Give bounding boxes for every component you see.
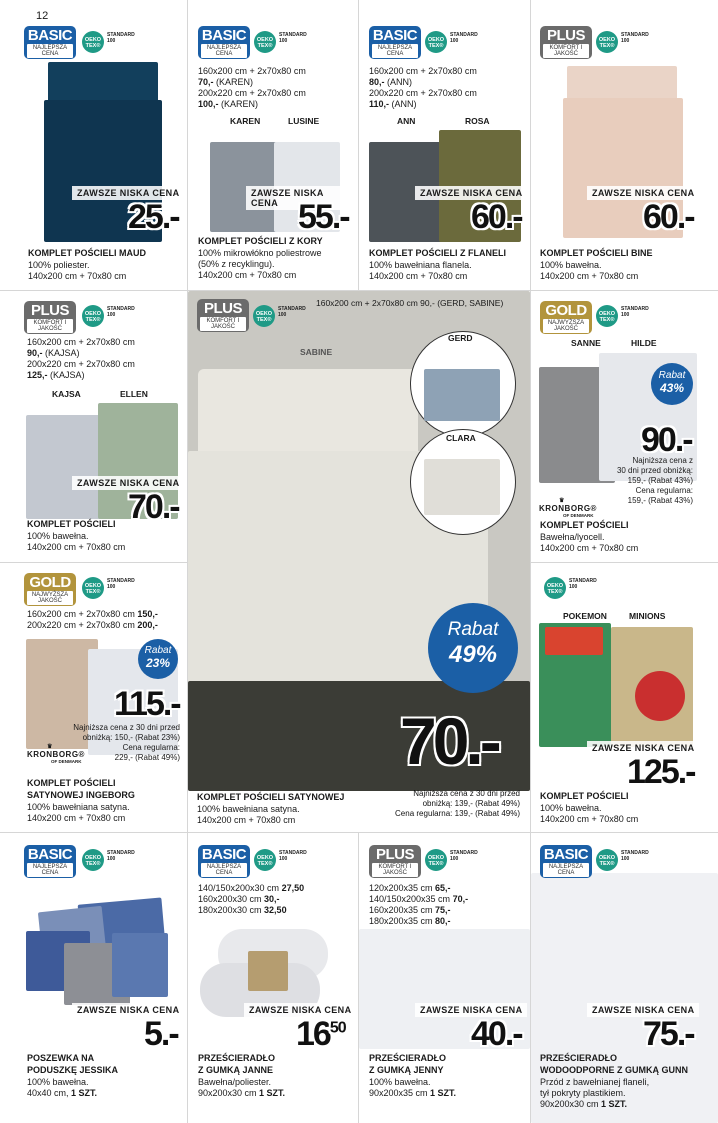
oeko-tex-icon: OEKO TEX®	[82, 577, 104, 599]
package-label-image	[248, 951, 288, 991]
pillow-image	[198, 369, 418, 459]
price: 40.-	[471, 1015, 522, 1053]
always-low-price-label: ZAWSZE NISKA CENA	[72, 186, 184, 200]
variant-label: ROSA	[465, 116, 490, 126]
product-size: 140x200 cm + 70x80 cm	[197, 815, 296, 825]
standard-100-label: STANDARD 100	[450, 850, 478, 862]
product-size: 140x200 cm + 70x80 cm	[540, 543, 639, 553]
oeko-tex-icon: OEKO TEX®	[425, 849, 447, 871]
product-title: PRZEŚCIERADŁO	[369, 1053, 447, 1063]
product-size: 90x200x30 cm 1 SZT.	[198, 1088, 286, 1098]
price: 75.-	[643, 1015, 694, 1053]
price: 90.-	[641, 421, 692, 459]
product-jessika[interactable]	[0, 833, 187, 1123]
plus-badge: PLUS KOMFORT I JAKOŚĆ	[540, 26, 592, 59]
target-graphic	[635, 671, 685, 721]
product-title: KOMPLET POŚCIELI	[540, 520, 629, 530]
oeko-tex-icon: OEKO TEX®	[544, 577, 566, 599]
basic-badge: BASIC NAJLEPSZA CENA	[24, 845, 76, 878]
size-price-note: 160x200 cm + 2x70x80 cm 90,- (GERD, SABINE)	[316, 298, 504, 308]
variant-label: KAREN	[230, 116, 261, 126]
standard-100-label: STANDARD 100	[107, 32, 135, 44]
oeko-tex-icon: OEKO TEX®	[82, 849, 104, 871]
product-title: KOMPLET POŚCIELI	[27, 519, 116, 529]
product-title: KOMPLET POŚCIELI	[27, 778, 116, 788]
product-gunn[interactable]	[531, 833, 718, 1123]
price: 60.-	[471, 198, 522, 236]
basic-badge: BASIC NAJLEPSZA CENA	[24, 26, 76, 59]
product-desc: 100% bawełniana flanela.	[369, 260, 472, 270]
price: 70.-	[400, 704, 498, 778]
product-title: KOMPLET POŚCIELI Z KORY	[198, 236, 323, 246]
product-desc: 100% mikrowłókno poliestrowe	[198, 248, 322, 258]
size-price-list: 120x200x35 cm 65,- 140/150x200x35 cm 70,- 160x200x35 cm 75,- 180x200x35 cm 80,-	[369, 883, 469, 926]
product-title: KOMPLET POŚCIELI MAUD	[28, 248, 147, 258]
product-title: KOMPLET POŚCIELI Z FLANELI	[369, 248, 506, 258]
price: $16^{50}$	[296, 1015, 346, 1053]
product-size: 140x200 cm + 70x80 cm	[28, 271, 127, 281]
kronborg-logo: ♛ KRONBORG® OF DENMARK	[539, 498, 597, 518]
product-title: Z GUMKĄ JANNE	[198, 1065, 274, 1075]
product-size: 40x40 cm, 1 SZT.	[27, 1088, 98, 1098]
cushion-image	[112, 933, 168, 997]
price: 55.-	[298, 198, 349, 236]
product-size: 90x200x35 cm 1 SZT.	[369, 1088, 457, 1098]
price-history: Najniższa cena z 30 dni przed obniżką: 159,- (Rabat 43%) Cena regularna: 159,- (Rabat 43%)	[616, 456, 693, 505]
discount-badge: Rabat 43%	[651, 363, 693, 405]
variant-label: ELLEN	[120, 389, 148, 399]
standard-100-label: STANDARD 100	[569, 578, 597, 590]
variant-label: POKEMON	[563, 611, 607, 621]
product-size: 140x200 cm + 70x80 cm	[540, 271, 639, 281]
product-size: 90x200x30 cm 1 SZT.	[540, 1099, 628, 1109]
product-kory[interactable]	[188, 0, 358, 290]
variant-label: ANN	[397, 116, 416, 126]
variant-label: MINIONS	[629, 611, 666, 621]
product-maud[interactable]	[0, 0, 187, 290]
oeko-tex-icon: OEKO TEX®	[254, 31, 276, 53]
variant-label: HILDE	[631, 338, 657, 348]
standard-100-label: STANDARD 100	[279, 850, 307, 862]
basic-badge: BASIC NAJLEPSZA CENA	[540, 845, 592, 878]
product-title: PRZEŚCIERADŁO	[540, 1053, 618, 1063]
always-low-price-label: ZAWSZE NISKA CENA	[72, 476, 184, 490]
product-desc: tył pokryty plastikiem.	[540, 1088, 626, 1098]
price-history: Najniższa cena z 30 dni przed obniżką: 139,- (Rabat 49%) Cena regularna: 139,- (Rabat 49%)	[395, 789, 520, 818]
price: 115.-	[114, 685, 180, 723]
product-desc: 100% poliester.	[28, 260, 90, 270]
always-low-price-label: ZAWSZE NISKA CENA	[246, 186, 358, 210]
product-jenny[interactable]	[359, 833, 530, 1123]
product-desc: (50% z recyklingu).	[198, 259, 275, 269]
gold-badge: GOLD NAJWYŻSZA JAKOŚĆ	[24, 573, 76, 606]
product-size: 140x200 cm + 70x80 cm	[27, 542, 126, 552]
product-size: 140x200 cm + 70x80 cm	[369, 271, 468, 281]
product-desc: 100% bawełna.	[27, 1077, 89, 1087]
product-desc: Przód z bawełnianej flaneli,	[540, 1077, 650, 1087]
size-price-list: 160x200 cm + 2x70x80 cm 70,- (KAREN) 200x220 cm + 2x70x80 cm 100,- (KAREN)	[198, 66, 306, 109]
product-title: KOMPLET POŚCIELI	[540, 791, 629, 801]
product-title: SATYNOWEJ INGEBORG	[27, 790, 135, 800]
discount-badge: Rabat 49%	[428, 603, 518, 693]
variant-label: LUSINE	[288, 116, 320, 126]
bedding-image-gerd	[424, 369, 500, 421]
size-price-list: 160x200 cm + 2x70x80 cm 80,- (ANN) 200x220 cm + 2x70x80 cm 110,- (ANN)	[369, 66, 477, 109]
product-title: PRZEŚCIERADŁO	[198, 1053, 276, 1063]
product-title: POSZEWKA NA	[27, 1053, 95, 1063]
product-sanne-hilde[interactable]	[531, 291, 718, 562]
standard-100-label: STANDARD 100	[450, 32, 478, 44]
always-low-price-label: ZAWSZE NISKA CENA	[415, 1003, 527, 1017]
variant-label: SABINE	[300, 347, 333, 357]
kronborg-logo: ♛ KRONBORG® OF DENMARK	[27, 744, 85, 764]
bedding-image-kajsa	[26, 415, 102, 519]
product-title: WODOODPORNE Z GUMKĄ GUNN	[540, 1065, 688, 1075]
size-price-list: 140/150x200x30 cm 27,50 160x200x30 cm 30,- 180x200x30 cm 32,50	[198, 883, 305, 915]
price-history: Najniższa cena z 30 dni przed obniżką: 150,- (Rabat 23%) Cena regularna: 229,- (Rabat 49%)	[73, 723, 180, 762]
product-desc: 100% bawełniana satyna.	[197, 804, 300, 814]
product-desc: Bawełna/poliester.	[198, 1077, 272, 1087]
variant-label: KAJSA	[52, 389, 81, 399]
product-title: Z GUMKĄ JENNY	[369, 1065, 444, 1075]
product-ingeborg[interactable]	[0, 563, 187, 832]
product-title: PODUSZKĘ JESSIKA	[27, 1065, 119, 1075]
oeko-tex-icon: OEKO TEX®	[82, 31, 104, 53]
standard-100-label: STANDARD 100	[621, 306, 649, 318]
variant-label: SANNE	[571, 338, 601, 348]
always-low-price-label: ZAWSZE NISKA CENA	[244, 1003, 356, 1017]
always-low-price-label: ZAWSZE NISKA CENA	[587, 741, 699, 755]
product-size: 140x200 cm + 70x80 cm	[540, 814, 639, 824]
page-number: 12	[36, 10, 49, 22]
oeko-tex-icon: OEKO TEX®	[596, 305, 618, 327]
bedding-image-clara	[424, 459, 500, 515]
standard-100-label: STANDARD 100	[107, 578, 135, 590]
oeko-tex-icon: OEKO TEX®	[425, 31, 447, 53]
crown-icon: ♛	[47, 744, 53, 750]
product-kids-bedding[interactable]	[531, 563, 718, 832]
price: 25.-	[128, 198, 179, 236]
oeko-tex-icon: OEKO TEX®	[254, 849, 276, 871]
basic-badge: BASIC NAJLEPSZA CENA	[369, 26, 421, 59]
oeko-tex-icon: OEKO TEX®	[596, 31, 618, 53]
product-satin-feature[interactable]	[188, 291, 530, 832]
gold-badge: GOLD NAJWYŻSZA JAKOŚĆ	[540, 301, 592, 334]
product-desc: 100% bawełna.	[27, 531, 89, 541]
product-title: KOMPLET POŚCIELI SATYNOWEJ	[197, 792, 345, 802]
product-title: KOMPLET POŚCIELI BINE	[540, 248, 653, 258]
product-desc: Bawełna/lyocell.	[540, 532, 605, 542]
oeko-tex-icon: OEKO TEX®	[596, 849, 618, 871]
size-price-list: 160x200 cm + 2x70x80 cm 150,- 200x220 cm + 2x70x80 cm 200,-	[27, 609, 158, 630]
always-low-price-label: ZAWSZE NISKA CENA	[587, 186, 699, 200]
size-price-list: 160x200 cm + 2x70x80 cm 90,- (KAJSA) 200x220 cm + 2x70x80 cm 125,- (KAJSA)	[27, 337, 135, 380]
product-kajsa-ellen[interactable]	[0, 291, 187, 562]
oeko-tex-icon: OEKO TEX®	[253, 305, 275, 327]
price: 60.-	[643, 198, 694, 236]
standard-100-label: STANDARD 100	[621, 850, 649, 862]
always-low-price-label: ZAWSZE NISKA CENA	[72, 1003, 184, 1017]
plus-badge: PLUS KOMFORT I JAKOŚĆ	[24, 301, 76, 334]
always-low-price-label: ZAWSZE NISKA CENA	[415, 186, 527, 200]
oeko-tex-icon: OEKO TEX®	[82, 305, 104, 327]
plus-badge: PLUS KOMFORT I JAKOŚĆ	[369, 845, 421, 878]
standard-100-label: STANDARD 100	[278, 306, 306, 318]
product-flanela[interactable]	[359, 0, 530, 290]
variant-label: CLARA	[446, 433, 476, 443]
standard-100-label: STANDARD 100	[107, 306, 135, 318]
product-desc: 100% bawełniana satyna.	[27, 802, 130, 812]
discount-badge: Rabat 23%	[138, 639, 178, 679]
plus-badge: PLUS KOMFORT I JAKOŚĆ	[197, 299, 249, 332]
standard-100-label: STANDARD 100	[107, 850, 135, 862]
variant-label: GERD	[448, 333, 473, 343]
pillow-image-pokemon	[545, 627, 603, 655]
product-desc: 100% bawełna.	[540, 260, 602, 270]
always-low-price-label: ZAWSZE NISKA CENA	[587, 1003, 699, 1017]
product-desc: 100% bawełna.	[369, 1077, 431, 1087]
standard-100-label: STANDARD 100	[621, 32, 649, 44]
product-size: 140x200 cm + 70x80 cm	[27, 813, 126, 823]
price: 125.-	[627, 753, 695, 791]
price: 70.-	[128, 488, 179, 526]
basic-badge: BASIC NAJLEPSZA CENA	[198, 845, 250, 878]
product-desc: 100% bawełna.	[540, 803, 602, 813]
basic-badge: BASIC NAJLEPSZA CENA	[198, 26, 250, 59]
product-size: 140x200 cm + 70x80 cm	[198, 270, 297, 280]
standard-100-label: STANDARD 100	[279, 32, 307, 44]
product-bine[interactable]	[531, 0, 718, 290]
crown-icon: ♛	[559, 498, 565, 504]
product-janne[interactable]	[188, 833, 358, 1123]
price: 5.-	[144, 1015, 178, 1053]
